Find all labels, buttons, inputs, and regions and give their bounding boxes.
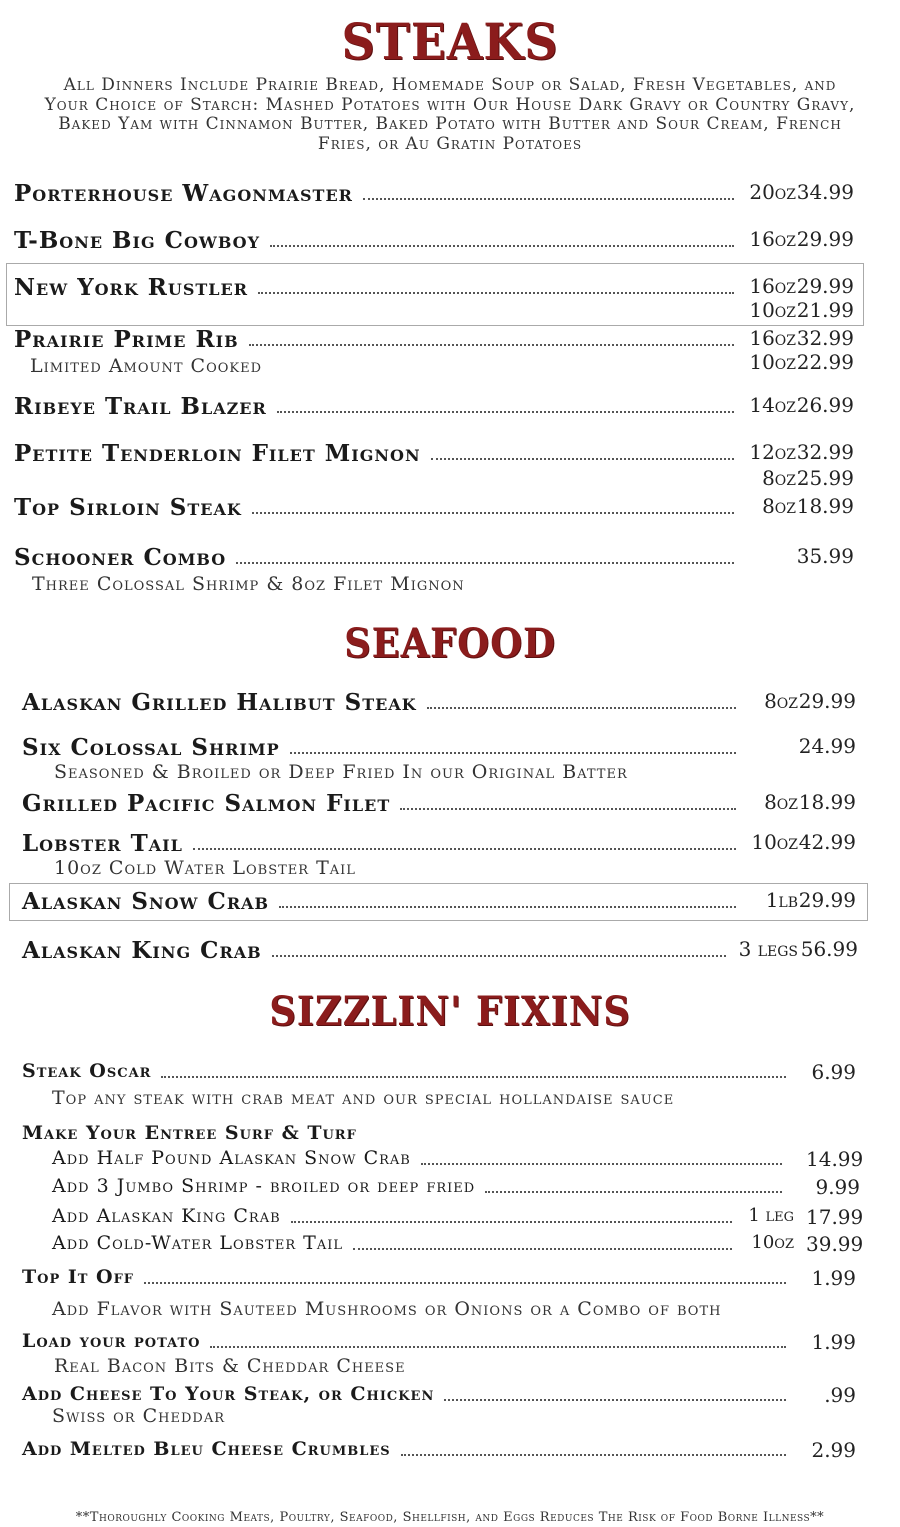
menu-item-filet-mignon-alt <box>734 466 854 490</box>
leader-dots <box>421 1163 782 1165</box>
menu-item-load-potato <box>22 1330 856 1354</box>
item-name: Schooner Combo <box>14 544 227 571</box>
item-size: 10oz <box>749 350 796 374</box>
item-price: 1.99 <box>811 1266 856 1290</box>
menu-item-salmon <box>22 790 856 817</box>
leader-dots <box>291 1221 732 1223</box>
item-size: 20oz <box>749 180 796 204</box>
leader-dots <box>400 808 736 810</box>
surf-turf-heading: Make Your Entree Surf & Turf <box>22 1122 357 1144</box>
food-safety-footer: **Thoroughly Cooking Meats, Poultry, Seafood, Shellfish, and Eggs Reduces The Risk of Food Borne Illness** <box>75 1510 825 1525</box>
leader-dots <box>272 955 726 957</box>
menu-item-schooner-combo <box>14 544 854 571</box>
item-price: 25.99 <box>796 466 854 490</box>
item-size: 10oz <box>749 298 796 322</box>
steaks-title: STEAKS <box>341 12 559 71</box>
item-name: Alaskan King Crab <box>22 937 262 964</box>
leader-dots <box>193 848 736 850</box>
leader-dots <box>277 411 734 413</box>
item-price: 9.99 <box>815 1175 860 1199</box>
leader-dots <box>353 1248 732 1250</box>
item-name: Six Colossal Shrimp <box>22 734 280 761</box>
item-size: 1 leg <box>748 1205 794 1226</box>
item-price: 21.99 <box>796 298 854 322</box>
item-name: Add Melted Bleu Cheese Crumbles <box>22 1438 391 1460</box>
leader-dots <box>444 1399 786 1401</box>
item-name: New York Rustler <box>14 274 249 301</box>
item-size: 8oz <box>764 790 798 814</box>
menu-item-surf-turf-lobster <box>52 1232 864 1256</box>
leader-dots <box>252 512 734 514</box>
item-name: Top It Off <box>22 1266 135 1288</box>
item-size: 10oz <box>751 830 798 854</box>
item-name: Petite Tenderloin Filet Mignon <box>14 440 421 467</box>
menu-item-steak-oscar <box>22 1060 856 1084</box>
menu-item-colossal-shrimp <box>22 734 856 761</box>
menu-item-porterhouse <box>14 180 854 207</box>
item-price: 39.99 <box>806 1232 864 1256</box>
leader-dots <box>236 562 734 564</box>
leader-dots <box>485 1191 782 1193</box>
item-size: 8oz <box>764 689 798 713</box>
item-price: 29.99 <box>798 689 856 713</box>
leader-dots <box>363 198 734 200</box>
steaks-intro: All Dinners Include Prairie Bread, Homemade Soup or Salad, Fresh Vegetables, and Your Choice of Starch: Mashed Potatoes with Our House Dark Gravy or Country Gravy, Baked Yam with Cinnamon Butter, Baked Potato with Butter and Sour Cream, French Fries, or Au Gratin Potatoes <box>44 75 856 154</box>
item-price: 1.99 <box>811 1330 856 1354</box>
menu-item-snow-crab <box>22 888 856 915</box>
item-note: Swiss or Cheddar <box>52 1405 226 1427</box>
menu-item-new-york-alt <box>734 298 854 322</box>
item-size: 16oz <box>749 227 796 251</box>
leader-dots <box>270 245 734 247</box>
leader-dots <box>290 752 736 754</box>
menu-item-ribeye <box>14 393 854 420</box>
menu-item-top-it-off <box>22 1266 856 1290</box>
item-price: 34.99 <box>796 180 854 204</box>
item-price: 18.99 <box>796 494 854 518</box>
menu-item-surf-turf-snow-crab <box>52 1147 864 1171</box>
menu-item-prime-rib <box>14 326 854 353</box>
item-size: 10oz <box>751 1232 794 1253</box>
item-price: 14.99 <box>806 1147 864 1171</box>
item-name: Grilled Pacific Salmon Filet <box>22 790 391 817</box>
item-name: Add Cold-Water Lobster Tail <box>52 1232 343 1254</box>
item-name: Steak Oscar <box>22 1060 152 1082</box>
item-note: Top any steak with crab meat and our special hollandaise sauce <box>52 1087 675 1109</box>
item-name: Alaskan Snow Crab <box>22 888 270 915</box>
item-name: Add Alaskan King Crab <box>52 1205 281 1227</box>
leader-dots <box>427 707 736 709</box>
item-size: 16oz <box>749 326 796 350</box>
menu-item-prime-rib-alt <box>734 350 854 374</box>
menu-item-bleu-cheese <box>22 1438 856 1462</box>
item-price: 29.99 <box>798 888 856 912</box>
item-size: 14oz <box>749 393 796 417</box>
item-note: Real Bacon Bits & Cheddar Cheese <box>54 1355 406 1377</box>
item-name: T-Bone Big Cowboy <box>14 227 261 254</box>
fixins-title: SIZZLIN' FIXINS <box>269 988 631 1035</box>
leader-dots <box>431 458 734 460</box>
item-price: 35.99 <box>796 544 854 568</box>
leader-dots <box>258 292 734 294</box>
menu-item-new-york <box>14 274 854 301</box>
menu-item-add-cheese <box>22 1383 856 1407</box>
menu-item-surf-turf-king-crab <box>52 1205 864 1229</box>
item-name: Porterhouse Wagonmaster <box>14 180 353 207</box>
item-price: 24.99 <box>798 734 856 758</box>
seafood-title: SEAFOOD <box>344 620 556 667</box>
menu-item-halibut <box>22 689 856 716</box>
item-name: Add Cheese To Your Steak, or Chicken <box>22 1383 435 1405</box>
item-price: .99 <box>824 1383 856 1407</box>
leader-dots <box>144 1282 786 1284</box>
item-size: 16oz <box>749 274 796 298</box>
menu-item-surf-turf-shrimp <box>52 1175 860 1199</box>
item-price: 18.99 <box>798 790 856 814</box>
item-name: Load your potato <box>22 1330 201 1352</box>
menu-item-filet-mignon <box>14 440 854 467</box>
item-note: Three Colossal Shrimp & 8oz Filet Mignon <box>32 573 465 595</box>
leader-dots <box>161 1076 786 1078</box>
leader-dots <box>210 1346 786 1348</box>
item-name: Alaskan Grilled Halibut Steak <box>22 689 417 716</box>
item-price: 26.99 <box>796 393 854 417</box>
item-size: 1lb <box>765 888 798 912</box>
item-note: Seasoned & Broiled or Deep Fried In our Original Batter <box>54 761 628 783</box>
item-note: 10oz Cold Water Lobster Tail <box>54 857 356 879</box>
menu-item-king-crab <box>22 937 858 964</box>
leader-dots <box>249 344 734 346</box>
item-name: Top Sirloin Steak <box>14 494 242 521</box>
item-price: 42.99 <box>798 830 856 854</box>
item-name: Lobster Tail <box>22 830 183 857</box>
item-size: 3 legs <box>738 937 798 961</box>
item-price: 17.99 <box>806 1205 864 1229</box>
leader-dots <box>279 906 736 908</box>
menu-item-top-sirloin <box>14 494 854 521</box>
item-note: Add Flavor with Sauteed Mushrooms or Onions or a Combo of both <box>52 1298 722 1320</box>
item-price: 29.99 <box>796 274 854 298</box>
item-note: Limited Amount Cooked <box>30 355 263 377</box>
item-price: 56.99 <box>800 937 858 961</box>
item-price: 29.99 <box>796 227 854 251</box>
item-price: 6.99 <box>811 1060 856 1084</box>
leader-dots <box>401 1454 786 1456</box>
item-price: 32.99 <box>796 326 854 350</box>
item-name: Prairie Prime Rib <box>14 326 239 353</box>
item-size: 8oz <box>762 466 796 490</box>
item-size: 12oz <box>749 440 796 464</box>
item-price: 22.99 <box>796 350 854 374</box>
item-size: 8oz <box>762 494 796 518</box>
menu-item-lobster-tail <box>22 830 856 857</box>
item-name: Add 3 Jumbo Shrimp - broiled or deep fried <box>52 1175 476 1197</box>
menu-item-tbone <box>14 227 854 254</box>
item-name: Add Half Pound Alaskan Snow Crab <box>52 1147 411 1169</box>
item-price: 32.99 <box>796 440 854 464</box>
item-price: 2.99 <box>811 1438 856 1462</box>
item-name: Ribeye Trail Blazer <box>14 393 267 420</box>
